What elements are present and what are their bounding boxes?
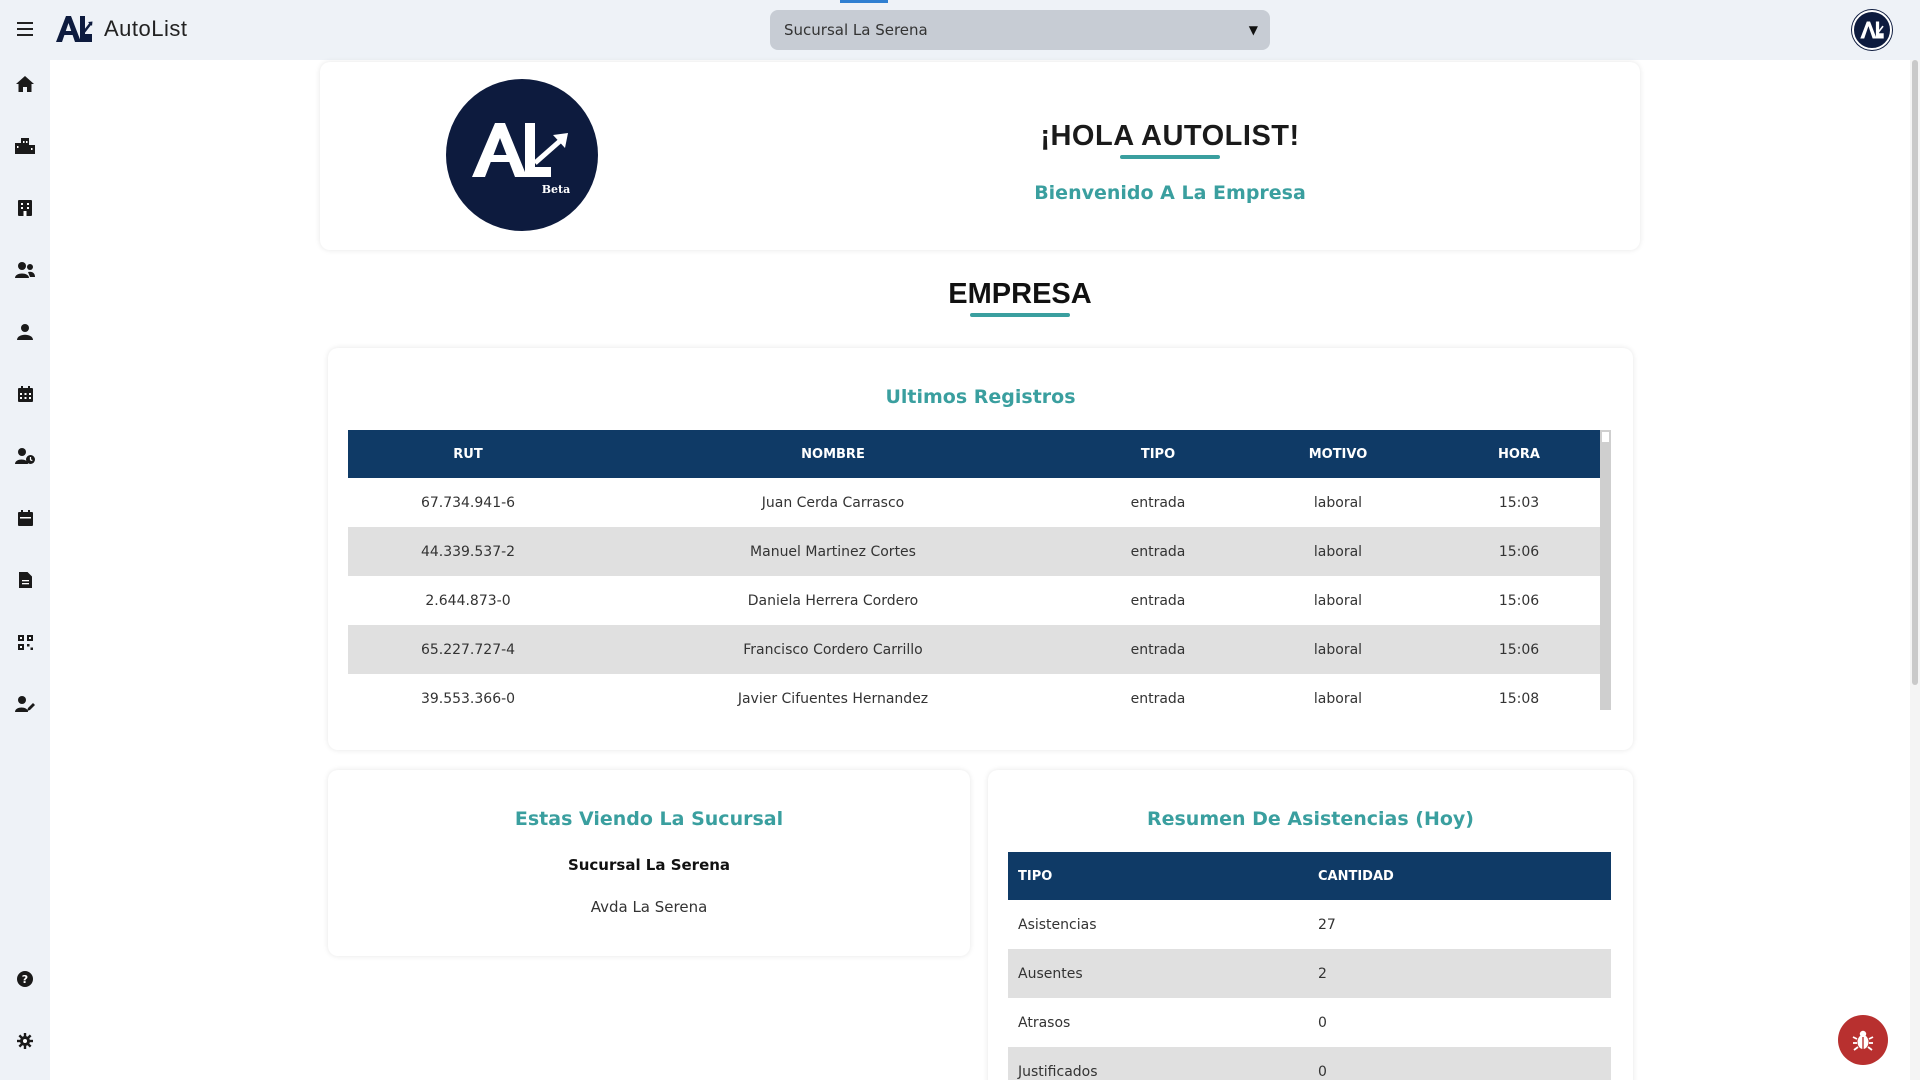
file-icon[interactable] [14,569,36,591]
table-cell: 39.553.366-0 [420,690,516,707]
table-cell: Francisco Cordero Carrillo [588,625,1078,674]
table-cell: 0 [1318,1014,1327,1031]
user-edit-icon[interactable] [14,693,36,715]
qrcode-icon[interactable] [14,631,36,653]
table-cell: Atrasos [1018,1014,1071,1031]
user-clock-icon[interactable] [14,445,36,467]
table-cell: 44.339.537-2 [348,527,588,576]
table-cell: Juan Cerda Carrasco [761,494,905,511]
column-header: HORA [1438,430,1600,478]
table-row [1008,998,1611,1047]
section-underline [970,313,1070,317]
attendance-summary-table-wrap [1008,852,1611,1080]
home-icon[interactable] [14,73,36,95]
table-cell: Daniela Herrera Cordero [747,592,919,609]
table-cell: 15:06 [1498,592,1540,609]
table-row [1008,900,1611,949]
building-icon[interactable] [14,197,36,219]
table-row [348,478,1600,527]
table-cell: 65.227.727-4 [348,625,588,674]
city-icon[interactable] [14,135,36,157]
page-scrollbar-thumb[interactable] [1912,60,1918,685]
column-header: TIPO [1078,430,1238,478]
section-title [870,278,1170,317]
table-cell: laboral [1313,690,1363,707]
user-icon[interactable] [14,321,36,343]
table-cell: 67.734.941-6 [420,494,516,511]
table-row [348,576,1600,625]
table-cell: laboral [1313,592,1363,609]
logo-badge: Beta [541,183,571,196]
column-header: CANTIDAD [1318,852,1611,900]
autolist-logo [446,79,598,231]
table-cell: Justificados [1008,1047,1318,1080]
calendar-icon[interactable] [14,383,36,405]
attendance-summary-title: Resumen De Asistencias (Hoy) [1146,808,1474,830]
table-cell: 2 [1318,949,1611,998]
branch-info-card [328,770,970,956]
menu-icon[interactable] [14,18,36,40]
table-cell: laboral [1238,625,1438,674]
table-cell: laboral [1238,527,1438,576]
greeting-title [960,120,1380,159]
page-scrollbar[interactable] [1910,60,1920,1080]
help-icon[interactable] [14,968,36,990]
column-header: TIPO [1008,852,1318,900]
autolist-logo-icon [467,105,577,205]
settings-icon[interactable] [14,1030,36,1052]
table-cell: Ausentes [1008,949,1318,998]
table-cell: 15:06 [1438,527,1600,576]
column-header: MOTIVO [1238,430,1438,478]
app-name: AutoList [104,16,188,41]
welcome-subtitle: Bienvenido A La Empresa [1034,182,1306,204]
sidebar [0,60,50,1080]
bug-icon [1852,1029,1874,1051]
table-row [348,527,1600,576]
table-cell: 15:06 [1438,625,1600,674]
table-cell: entrada [1130,494,1186,511]
autolist-logo-icon [54,14,94,44]
column-header: RUT [348,430,588,478]
table-row [1008,1047,1611,1080]
attendance-summary-card [988,770,1633,1080]
user-avatar[interactable] [1852,10,1892,50]
top-bar [0,0,1920,60]
table-row [348,625,1600,674]
report-bug-button[interactable] [1838,1015,1888,1065]
branch-name: Sucursal La Serena [567,856,731,874]
recent-records-table [348,430,1600,710]
attendance-summary-table [1008,852,1611,1080]
table-cell: 27 [1318,916,1336,933]
users-icon[interactable] [14,259,36,281]
table-cell: entrada [1078,625,1238,674]
title-underline [1120,155,1220,159]
chevron-down-icon: ▼ [1248,23,1258,37]
branch-info-title: Estas Viendo La Sucursal [514,808,784,830]
main-content [50,60,1910,1080]
recent-records-card [328,348,1633,750]
greeting-title-text: ¡HOLA AUTOLIST! [1040,120,1300,152]
table-cell: entrada [1130,592,1186,609]
table-row [348,674,1600,710]
branch-select-value: Sucursal La Serena [784,21,928,39]
table-cell: 15:03 [1498,494,1540,511]
svg-text:?: ? [21,973,29,986]
table-cell: Asistencias [1018,916,1097,933]
loading-indicator [840,0,888,3]
calendar-day-icon[interactable] [14,507,36,529]
table-cell: Manuel Martinez Cortes [588,527,1078,576]
table-cell: entrada [1078,527,1238,576]
recent-records-table-wrap[interactable] [348,430,1600,710]
welcome-card [320,62,1640,250]
branch-address: Avda La Serena [590,898,708,916]
table-cell: 2.644.873-0 [425,592,511,609]
column-header: NOMBRE [588,430,1078,478]
records-table-scrollbar[interactable] [1600,430,1611,710]
table-cell: laboral [1313,494,1363,511]
brand[interactable] [54,14,188,44]
branch-select[interactable] [770,10,1270,50]
table-cell: 0 [1318,1047,1611,1080]
table-cell: Javier Cifuentes Hernandez [737,690,929,707]
section-title-text: EMPRESA [948,278,1092,310]
autolist-logo-icon [1859,20,1885,40]
table-cell: 15:08 [1498,690,1540,707]
table-cell: entrada [1130,690,1186,707]
table-row [1008,949,1611,998]
recent-records-title: Ultimos Registros [885,386,1076,408]
